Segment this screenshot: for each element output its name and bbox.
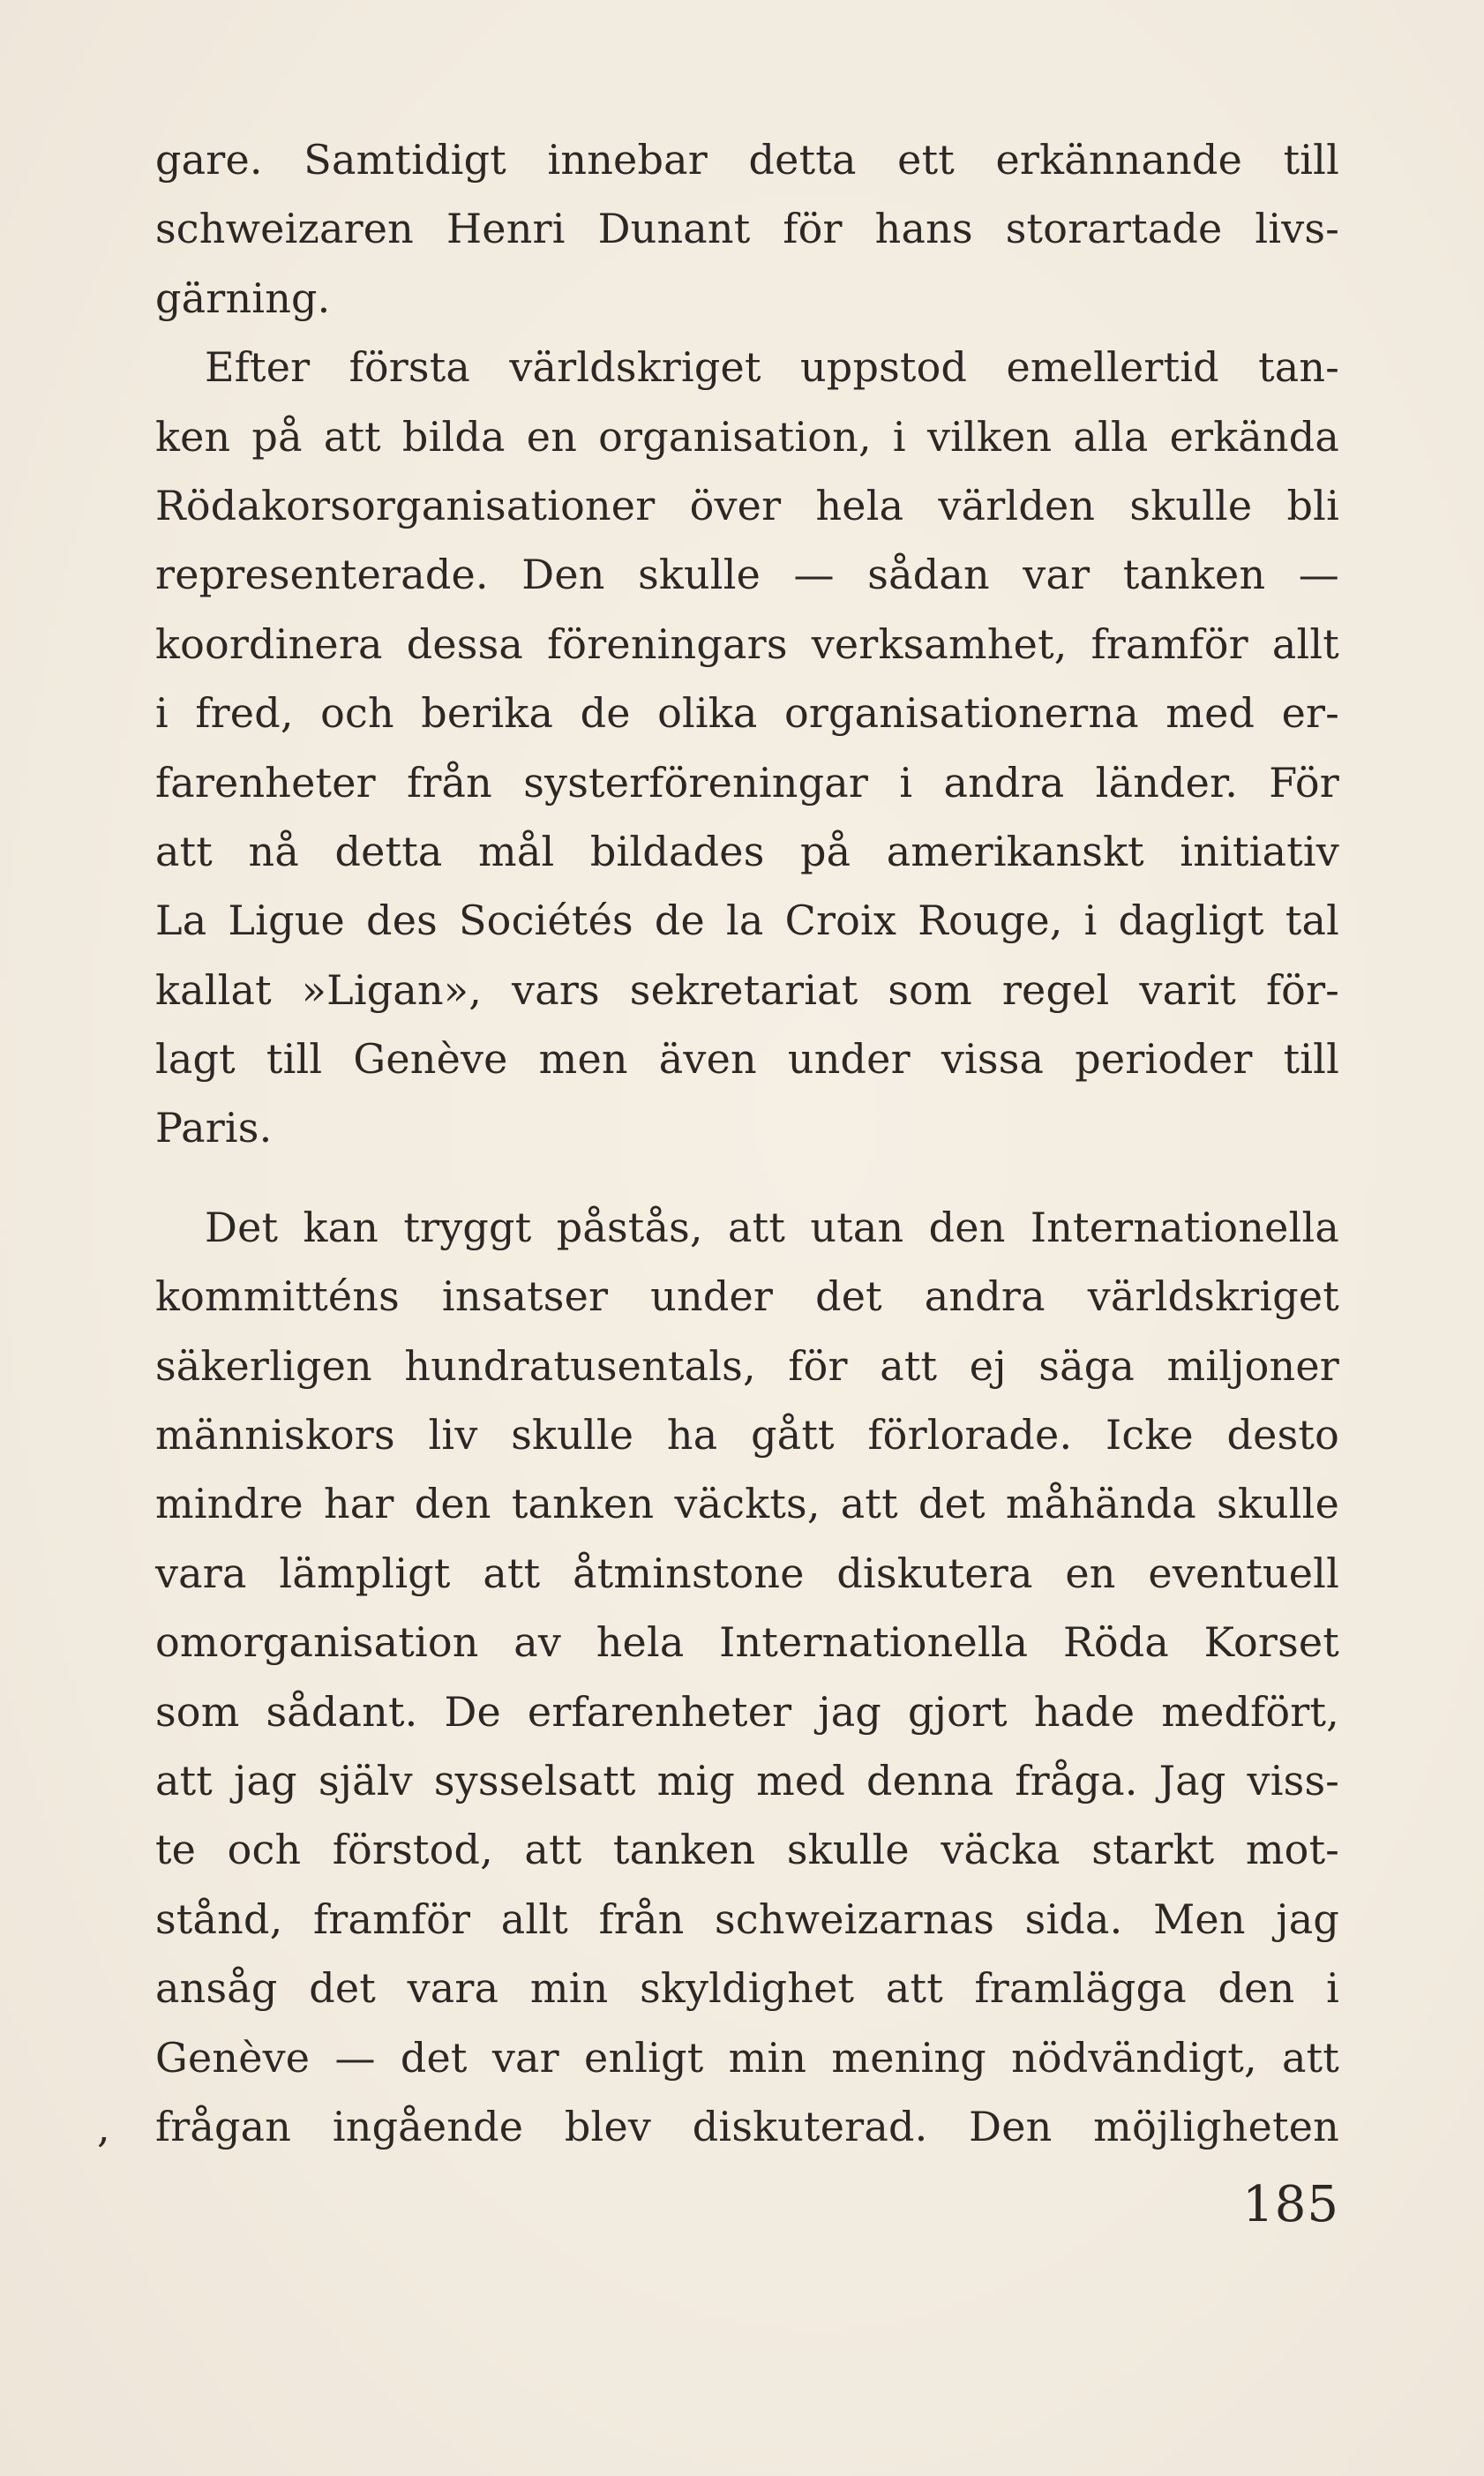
text-line: ansåg det vara min skyldighet att framlägga den i (155, 1964, 1339, 2013)
text-line: Paris. (155, 1104, 273, 1152)
text-line: lagt till Genève men även under vissa perioder till (155, 1035, 1339, 1084)
text-line: Rödakorsorganisationer över hela världen skulle bli (155, 481, 1339, 529)
text-line: gare. Samtidigt innebar detta ett erkännande till (155, 136, 1339, 184)
text-line: schweizaren Henri Dunant för hans storartade livs- (155, 205, 1339, 253)
text-line: representerade. Den skulle — sådan var tanken — (155, 551, 1339, 599)
text-line: Genève — det var enligt min mening nödvändigt, att (155, 2033, 1339, 2082)
text-line: kommitténs insatser under det andra världskriget (155, 1272, 1339, 1321)
margin-mark: , (97, 2104, 110, 2151)
text-line: att nå detta mål bildades på amerikanskt initiativ (155, 827, 1339, 875)
text-line: i fred, och berika de olika organisationerna med er- (155, 689, 1339, 738)
text-line: att jag själv sysselsatt mig med denna fråga. Jag viss- (155, 1756, 1339, 1804)
text-line: Efter första världskriget uppstod emellertid tan- (205, 343, 1339, 392)
text-line: te och förstod, att tanken skulle väcka starkt mot- (155, 1826, 1339, 1874)
text-line: Det kan tryggt påstås, att utan den Internationella (205, 1203, 1339, 1251)
text-line: människors liv skulle ha gått förlorade. Icke desto (155, 1411, 1339, 1459)
text-line: koordinera dessa föreningars verksamhet, framför allt (155, 619, 1339, 668)
text-line: La Ligue des Sociétés de la Croix Rouge, i dagligt tal (155, 897, 1339, 945)
text-line: frågan ingående blev diskuterad. Den möjligheten (155, 2102, 1339, 2150)
text-line: gärning. (155, 274, 331, 322)
page-number: 185 (1242, 2176, 1339, 2233)
text-line: säkerligen hundratusentals, för att ej säga miljoner (155, 1341, 1339, 1390)
text-line: kallat »Ligan», vars sekretariat som regel varit för- (155, 965, 1339, 1014)
text-line: farenheter från systerföreningar i andra länder. För (155, 758, 1339, 807)
text-line: mindre har den tanken väckts, att det måhända skulle (155, 1480, 1339, 1528)
body-text (155, 125, 1339, 2161)
text-line: omorganisation av hela Internationella Röda Korset (155, 1618, 1339, 1667)
text-line: ken på att bilda en organisation, i vilken alla erkända (155, 412, 1339, 461)
text-line: stånd, framför allt från schweizarnas sida. Men jag (155, 1895, 1339, 1943)
paragraph-gap (155, 1163, 1339, 1193)
text-line: vara lämpligt att åtminstone diskutera en eventuell (155, 1549, 1339, 1597)
text-line: som sådant. De erfarenheter jag gjort hade medfört, (155, 1687, 1339, 1736)
